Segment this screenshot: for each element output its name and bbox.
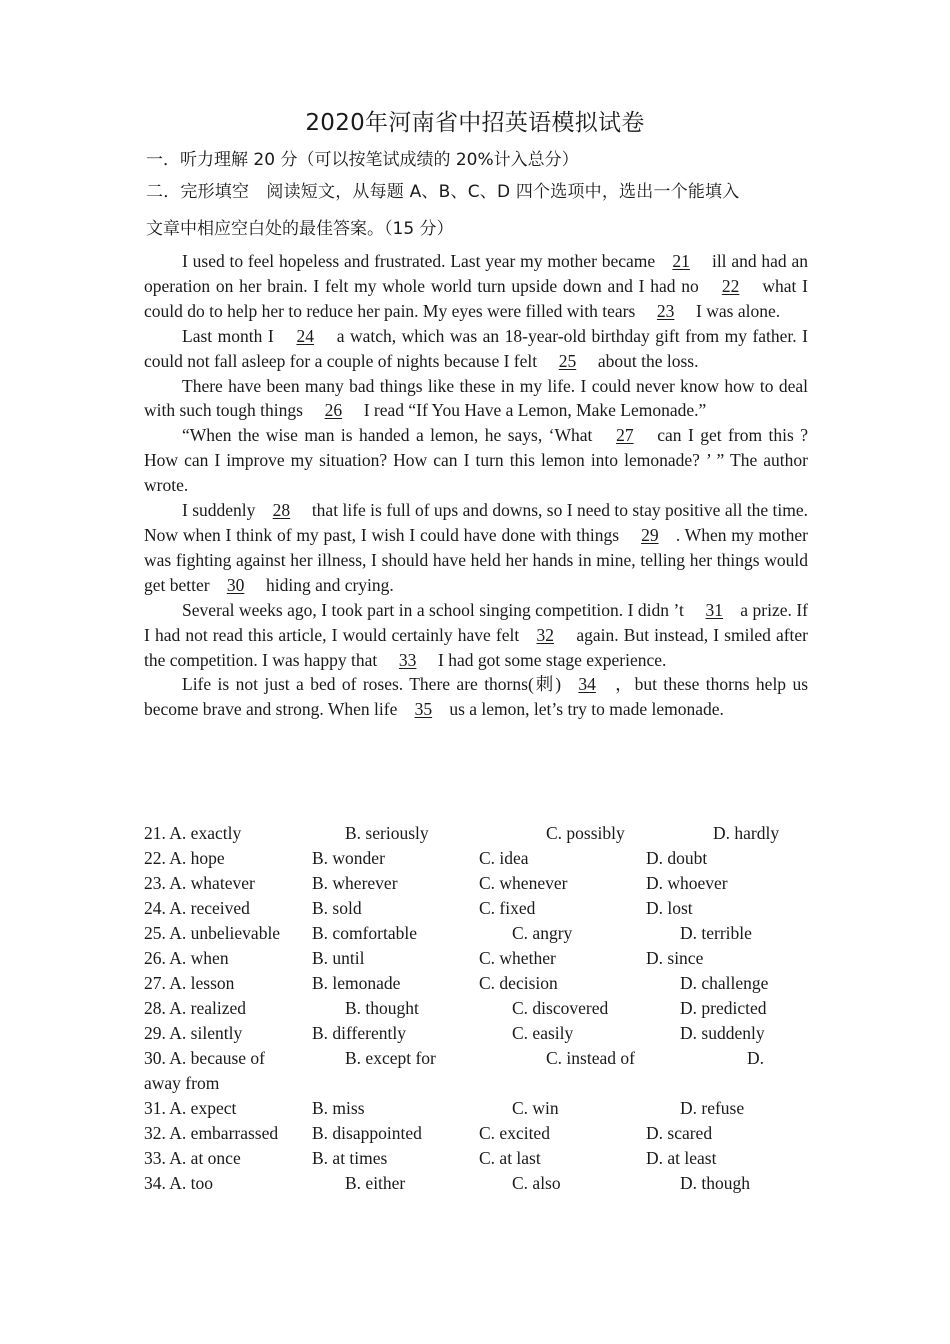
option-d: D. lost bbox=[646, 898, 693, 918]
option-a: 26. A. when bbox=[144, 948, 229, 968]
option-c: C. excited bbox=[479, 1123, 550, 1143]
option-d: D. since bbox=[646, 948, 704, 968]
option-c: C. idea bbox=[479, 848, 529, 868]
option-row bbox=[144, 996, 808, 1021]
option-d: D. predicted bbox=[680, 998, 767, 1018]
option-row bbox=[144, 971, 808, 996]
option-b: B. disappointed bbox=[312, 1123, 422, 1143]
option-d-continued: away from bbox=[144, 1073, 220, 1093]
cloze-blank: 28 bbox=[272, 500, 291, 521]
cloze-blank: 33 bbox=[398, 649, 417, 670]
option-d: D. at least bbox=[646, 1148, 717, 1168]
option-a: 33. A. at once bbox=[144, 1148, 241, 1168]
cloze-blank: 26 bbox=[324, 400, 343, 421]
passage-paragraph bbox=[144, 598, 808, 673]
option-d: D. terrible bbox=[680, 923, 752, 943]
cloze-passage bbox=[144, 249, 808, 722]
option-c: C. also bbox=[512, 1173, 561, 1193]
option-row bbox=[144, 921, 808, 946]
option-c: C. instead of bbox=[546, 1048, 635, 1068]
passage-text: There have been many bad things like these in my life. I could never know how to deal with such tough things bbox=[144, 375, 808, 421]
option-a: 22. A. hope bbox=[144, 848, 225, 868]
option-b: B. wherever bbox=[312, 873, 398, 893]
option-row bbox=[144, 1021, 808, 1046]
option-c: C. at last bbox=[479, 1148, 541, 1168]
option-a: 31. A. expect bbox=[144, 1098, 237, 1118]
cloze-blank: 30 bbox=[226, 574, 245, 595]
passage-text: Life is not just a bed of roses. There are thorns(刺) bbox=[182, 674, 562, 695]
option-b: B. until bbox=[312, 948, 365, 968]
option-a: 23. A. whatever bbox=[144, 873, 255, 893]
option-b: B. lemonade bbox=[312, 973, 401, 993]
option-a: 30. A. because of bbox=[144, 1048, 266, 1068]
passage-text: ill and had an operation on her brain. I felt my whole world turn upside down and I had no bbox=[144, 251, 809, 296]
option-a: 34. A. too bbox=[144, 1173, 214, 1193]
option-c: C. whenever bbox=[479, 873, 568, 893]
option-d: D. whoever bbox=[646, 873, 728, 893]
passage-paragraph bbox=[144, 249, 808, 324]
option-d: D. scared bbox=[646, 1123, 713, 1143]
cloze-blank: 35 bbox=[414, 699, 433, 720]
option-row bbox=[144, 1171, 808, 1196]
passage-text: I read “If You Have a Lemon, Make Lemonade.” bbox=[359, 400, 707, 421]
cloze-blank: 29 bbox=[641, 524, 659, 545]
cloze-blank: 34 bbox=[578, 674, 596, 695]
option-a: 21. A. exactly bbox=[144, 823, 242, 843]
option-row bbox=[144, 846, 808, 871]
passage-text: can I get from this ? How can I improve my situation? How can I turn this lemon into lemonade? ’ ” The author wrote. bbox=[144, 425, 809, 496]
passage-text: ，but these thorns help us become brave and strong. When life bbox=[144, 674, 809, 720]
option-a: 28. A. realized bbox=[144, 998, 247, 1018]
passage-paragraph bbox=[144, 672, 808, 722]
option-row bbox=[144, 1146, 808, 1171]
cloze-blank: 23 bbox=[656, 300, 675, 321]
passage-text: about the loss. bbox=[593, 350, 699, 371]
option-b: B. sold bbox=[312, 898, 362, 918]
passage-text: again. But instead, I smiled after the competition. I was happy that bbox=[144, 624, 809, 670]
passage-paragraph bbox=[144, 498, 808, 598]
passage-paragraph bbox=[144, 423, 808, 498]
cloze-blank: 31 bbox=[705, 599, 724, 620]
passage-text: Last month I bbox=[182, 325, 280, 346]
option-a: 32. A. embarrassed bbox=[144, 1123, 279, 1143]
passage-text: Several weeks ago, I took part in a school singing competition. I didn ’t bbox=[182, 599, 689, 620]
option-d: D. bbox=[747, 1048, 765, 1068]
option-b: B. either bbox=[345, 1173, 406, 1193]
passage-text: . When my mother was fighting against her illness, I should have held her hands in mine, telling her things would get better bbox=[144, 524, 808, 595]
option-d: D. though bbox=[680, 1173, 750, 1193]
option-row bbox=[144, 946, 808, 971]
cloze-blank: 22 bbox=[721, 275, 740, 296]
passage-text: a watch, which was an 18-year-old birthday gift from my father. I could not fall asleep for a couple of nights because I felt bbox=[144, 325, 808, 371]
option-c: C. whether bbox=[479, 948, 556, 968]
option-c: C. angry bbox=[512, 923, 573, 943]
option-b: B. at times bbox=[312, 1148, 388, 1168]
option-row bbox=[144, 821, 808, 846]
passage-text: what I could do to help her to reduce her pain. My eyes were filled with tears bbox=[144, 275, 808, 321]
option-a: 24. A. received bbox=[144, 898, 250, 918]
option-c: C. discovered bbox=[512, 998, 609, 1018]
cloze-blank: 24 bbox=[296, 325, 314, 346]
passage-text: that life is full of ups and downs, so I need to stay positive all the time. Now when I think of my past, I wish I could have done with things bbox=[144, 500, 808, 545]
option-row bbox=[144, 871, 808, 896]
option-row bbox=[144, 1121, 808, 1146]
section-cloze-instructions: 二．完形填空 阅读短文，从每题 A、B、C、D 四个选项中，选出一个能填入 bbox=[146, 182, 740, 202]
passage-text: a prize. If I had not read this article, I would certainly have felt bbox=[144, 599, 808, 645]
passage-text: us a lemon, let’s try to made lemonade. bbox=[449, 699, 724, 720]
passage-text: I used to feel hopeless and frustrated. Last year my mother became bbox=[182, 251, 656, 271]
option-c: C. possibly bbox=[546, 823, 625, 843]
option-row bbox=[144, 1046, 808, 1096]
option-b: B. except for bbox=[345, 1048, 436, 1068]
option-row bbox=[144, 1096, 808, 1121]
passage-text: I had got some stage experience. bbox=[433, 649, 667, 670]
option-b: B. comfortable bbox=[312, 923, 417, 943]
answer-options bbox=[144, 821, 808, 1196]
option-b: B. thought bbox=[345, 998, 419, 1018]
option-d: D. hardly bbox=[713, 823, 780, 843]
cloze-blank: 27 bbox=[616, 425, 634, 446]
option-d: D. challenge bbox=[680, 973, 769, 993]
passage-text: “When the wise man is handed a lemon, he says, ‘What bbox=[182, 425, 599, 446]
section-listening: 一．听力理解 20 分（可以按笔试成绩的 20%计入总分） bbox=[146, 150, 579, 170]
passage-text: I was alone. bbox=[691, 300, 781, 321]
option-a: 25. A. unbelievable bbox=[144, 923, 281, 943]
passage-paragraph bbox=[144, 324, 808, 374]
option-c: C. win bbox=[512, 1098, 559, 1118]
option-b: B. differently bbox=[312, 1023, 406, 1043]
passage-text: hiding and crying. bbox=[261, 574, 394, 595]
option-d: D. suddenly bbox=[680, 1023, 765, 1043]
page-title: 2020年河南省中招英语模拟试卷 bbox=[305, 110, 645, 136]
option-a: 29. A. silently bbox=[144, 1023, 243, 1043]
option-b: B. seriously bbox=[345, 823, 429, 843]
option-a: 27. A. lesson bbox=[144, 973, 235, 993]
option-c: C. decision bbox=[479, 973, 558, 993]
cloze-blank: 25 bbox=[558, 350, 577, 371]
option-b: B. wonder bbox=[312, 848, 385, 868]
cloze-blank: 32 bbox=[536, 624, 555, 645]
option-b: B. miss bbox=[312, 1098, 365, 1118]
passage-text: I suddenly bbox=[182, 500, 256, 521]
option-d: D. doubt bbox=[646, 848, 708, 868]
option-row bbox=[144, 896, 808, 921]
option-c: C. fixed bbox=[479, 898, 536, 918]
option-c: C. easily bbox=[512, 1023, 574, 1043]
passage-paragraph bbox=[144, 374, 808, 424]
option-d: D. refuse bbox=[680, 1098, 745, 1118]
section-cloze-instructions-cont: 文章中相应空白处的最佳答案。（15 分） bbox=[146, 219, 454, 239]
cloze-blank: 21 bbox=[672, 251, 690, 271]
